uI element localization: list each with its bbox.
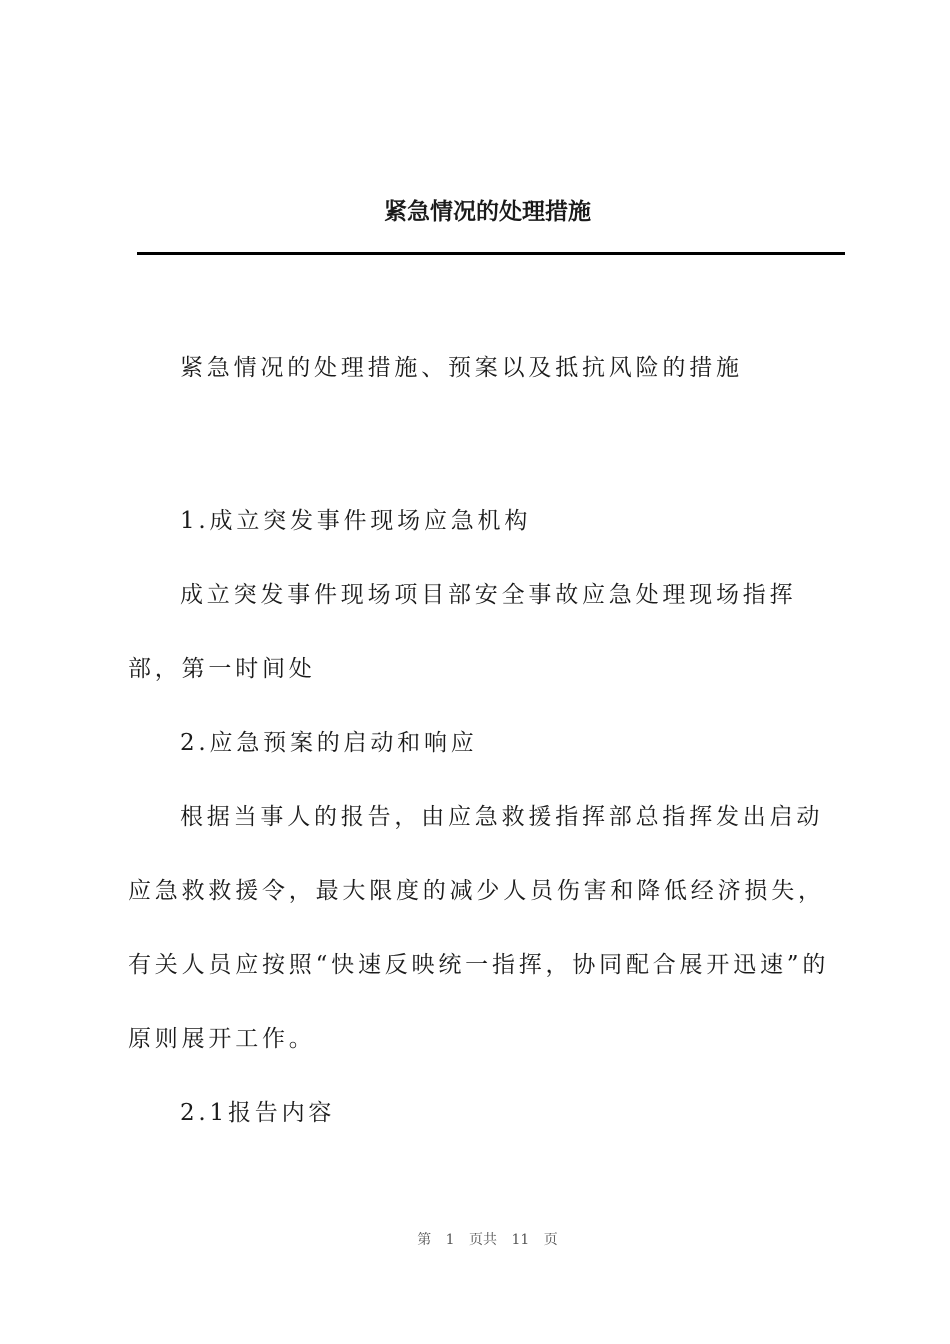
page-number-footer: 第 1 页共 11 页 — [417, 1232, 558, 1248]
section-heading-2-1: 2.1报告内容 — [180, 1100, 336, 1126]
section-heading-1: 1.成立突发事件现场应急机构 — [180, 508, 532, 534]
body-paragraph: 根据当事人的报告，由应急救援指挥部总指挥发出启动应急救救援令，最大限度的减少人员伤害和降低经济损失，有关人员应按照“快速反映统一指挥，协同配合展开迅速”的原则展开工作。 — [128, 804, 830, 1052]
document-title: 紧急情况的处理措施 — [384, 199, 591, 225]
title-underline-rule — [137, 252, 845, 255]
document-body — [128, 484, 844, 1150]
document-subtitle: 紧急情况的处理措施、预案以及抵抗风险的措施 — [180, 355, 743, 381]
section-heading-2: 2.应急预案的启动和响应 — [180, 730, 478, 756]
body-paragraph: 成立突发事件现场项目部安全事故应急处理现场指挥部，第一时间处 — [128, 582, 797, 682]
